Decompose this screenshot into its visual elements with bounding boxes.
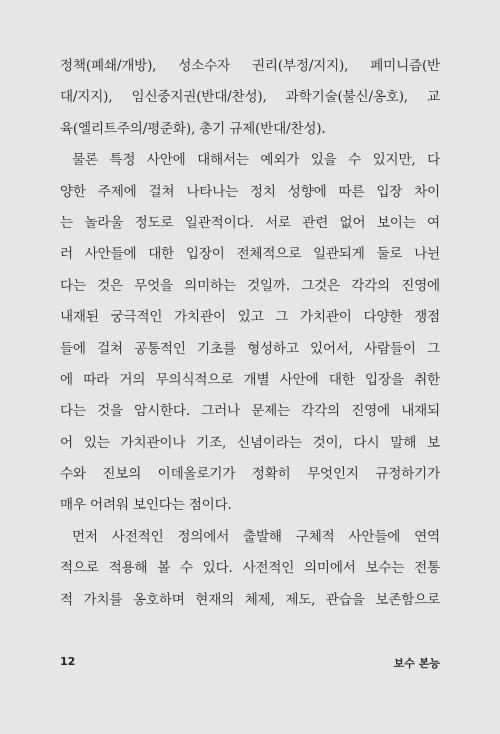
text-line: 적으로 적용해 볼 수 있다. 사전적인 의미에서 보수는 전통: [60, 560, 440, 577]
text-line: 다는 것은 무엇을 의미하는 것일까. 그것은 각각의 진영에: [60, 277, 440, 294]
page-body: [60, 51, 440, 616]
page-footer: [60, 655, 440, 673]
text-line: 매우 어려워 보인다는 점이다.: [60, 497, 232, 514]
text-line: 정책(폐쇄/개방), 성소수자 권리(부정/지지), 페미니즘(반: [60, 58, 440, 74]
page-number: 12: [60, 655, 76, 668]
text-line: 다는 것을 암시한다. 그러나 문제는 각각의 진영에 내재되: [60, 403, 440, 420]
text-line: 양한 주제에 걸쳐 나타나는 정치 성향에 따른 입장 차이: [60, 183, 440, 200]
text-line: 는 놀라울 정도로 일관적이다. 서로 관련 없어 보이는 여: [60, 214, 440, 231]
text-line: 먼저 사전적인 정의에서 출발해 구체적 사안들에 연역: [72, 528, 440, 545]
running-title: 보수 본능: [393, 657, 440, 670]
text-line: 물론 특정 사안에 대해서는 예외가 있을 수 있지만, 다: [72, 152, 440, 169]
text-line: 내재된 궁극적인 가치관이 있고 그 가치관이 다양한 쟁점: [60, 309, 440, 326]
text-line: 수와 진보의 이데올로기가 정확히 무엇인지 규정하기가: [60, 466, 440, 483]
text-line: 들에 걸쳐 공통적인 기초를 형성하고 있어서, 사람들이 그: [60, 340, 440, 357]
text-line: 대/지지), 임신중지권(반대/찬성), 과학기술(불신/옹호), 교: [60, 89, 440, 106]
text-line: 어 있는 가치관이나 기조, 신념이라는 것이, 다시 말해 보: [60, 434, 440, 451]
text-line: 육(엘리트주의/평준화), 총기 규제(반대/찬성).: [60, 120, 326, 137]
text-line: 러 사안들에 대한 입장이 전체적으로 일관되게 둘로 나뉜: [60, 246, 440, 263]
text-line: 에 따라 거의 무의식적으로 개별 사안에 대한 입장을 취한: [60, 371, 440, 388]
text-line: 적 가치를 옹호하며 현재의 체제, 제도, 관습을 보존함으로: [60, 591, 440, 608]
